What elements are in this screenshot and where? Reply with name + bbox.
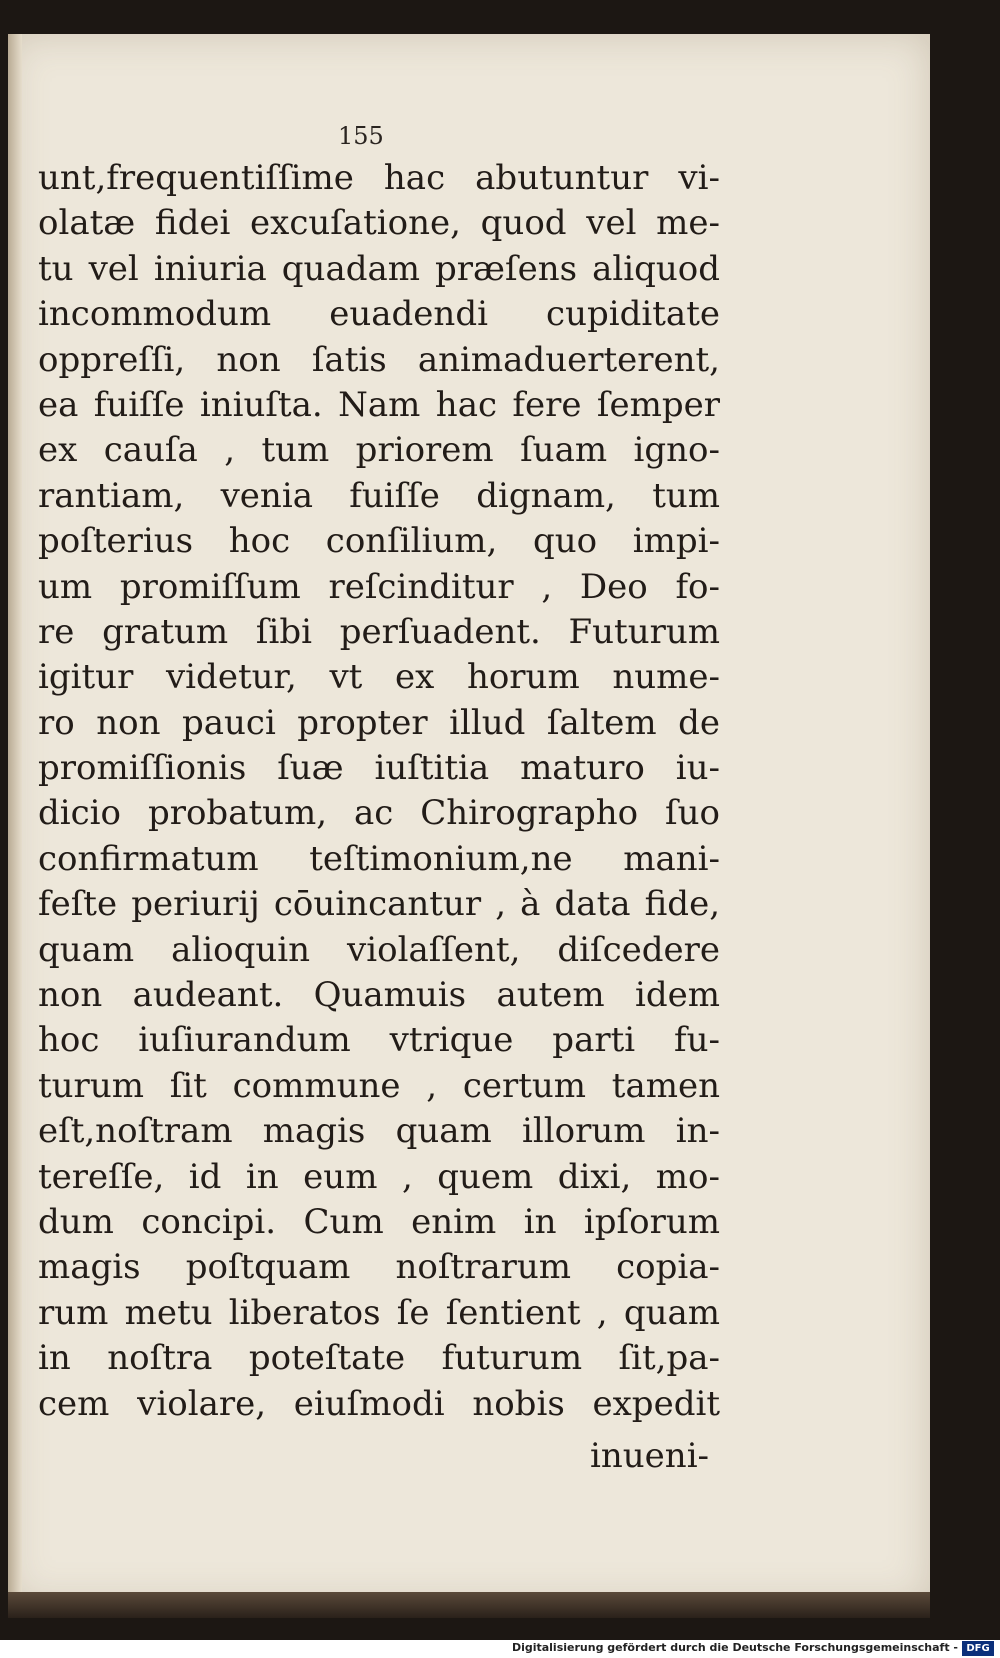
text-line: igitur videtur, vt ex horum nume- bbox=[38, 657, 720, 698]
text-line: um promiſſum reſcinditur , Deo fo- bbox=[38, 566, 720, 607]
book-bottom-edge bbox=[8, 1592, 930, 1618]
catchword: inueni- bbox=[590, 1436, 710, 1476]
text-line: ex cauſa , tum priorem ſuam igno- bbox=[38, 430, 720, 471]
text-line: unt,frequentiſſime hac abutuntur vi- bbox=[38, 158, 720, 198]
text-line: rum metu liberatos ſe ſentient , quam bbox=[38, 1292, 720, 1333]
text-line: dicio probatum, ac Chirographo ſuo bbox=[38, 793, 720, 834]
text-line: turum ſit commune , certum tamen bbox=[38, 1065, 720, 1106]
text-line: dum concipi. Cum enim in ipſorum bbox=[38, 1201, 720, 1242]
text-line: incommodum euadendi cupiditate bbox=[38, 294, 720, 335]
text-line: in noſtra poteſtate futurum ſit,pa- bbox=[38, 1338, 720, 1379]
body-text bbox=[38, 156, 720, 1427]
text-line: tereſſe, id in eum , quem dixi, mo- bbox=[38, 1156, 720, 1197]
text-line: magis poſtquam noſtrarum copia- bbox=[38, 1247, 720, 1288]
digitization-credit: Digitalisierung gefördert durch die Deutsche Forschungsgemeinschaft - bbox=[511, 1641, 958, 1654]
text-line: ro non pauci propter illud ſaltem de bbox=[38, 702, 720, 743]
page-number: 155 bbox=[338, 122, 384, 150]
text-line: confirmatum teſtimonium,ne mani- bbox=[38, 838, 720, 879]
text-line: oppreſſi, non ſatis animaduerterent, bbox=[38, 339, 720, 380]
text-line: cem violare, eiuſmodi nobis expedit bbox=[38, 1383, 720, 1424]
text-line: promiſſionis ſuæ iuſtitia maturo iu- bbox=[38, 748, 720, 789]
text-line: feſte periurij cōuincantur , à data fide, bbox=[38, 884, 720, 925]
page-gutter-edge bbox=[8, 34, 22, 1604]
text-line: ea fuiſſe iniuſta. Nam hac fere ſemper bbox=[38, 384, 720, 425]
text-line: re gratum ſibi perſuadent. Futurum bbox=[38, 611, 720, 652]
text-line: hoc iuſiurandum vtrique parti fu- bbox=[38, 1020, 720, 1061]
text-line: tu vel iniuria quadam præſens aliquod bbox=[38, 248, 720, 289]
dfg-logo-icon: DFG bbox=[962, 1641, 994, 1656]
text-line: quam alioquin violaſſent, diſcedere bbox=[38, 929, 720, 970]
text-line: rantiam, venia fuiſſe dignam, tum bbox=[38, 475, 720, 516]
text-line: eſt,noſtram magis quam illorum in- bbox=[38, 1111, 720, 1152]
text-line: olatæ fidei excuſatione, quod vel me- bbox=[38, 203, 720, 244]
text-line: non audeant. Quamuis autem idem bbox=[38, 975, 720, 1016]
text-line: poſterius hoc conſilium, quo impi- bbox=[38, 521, 720, 562]
